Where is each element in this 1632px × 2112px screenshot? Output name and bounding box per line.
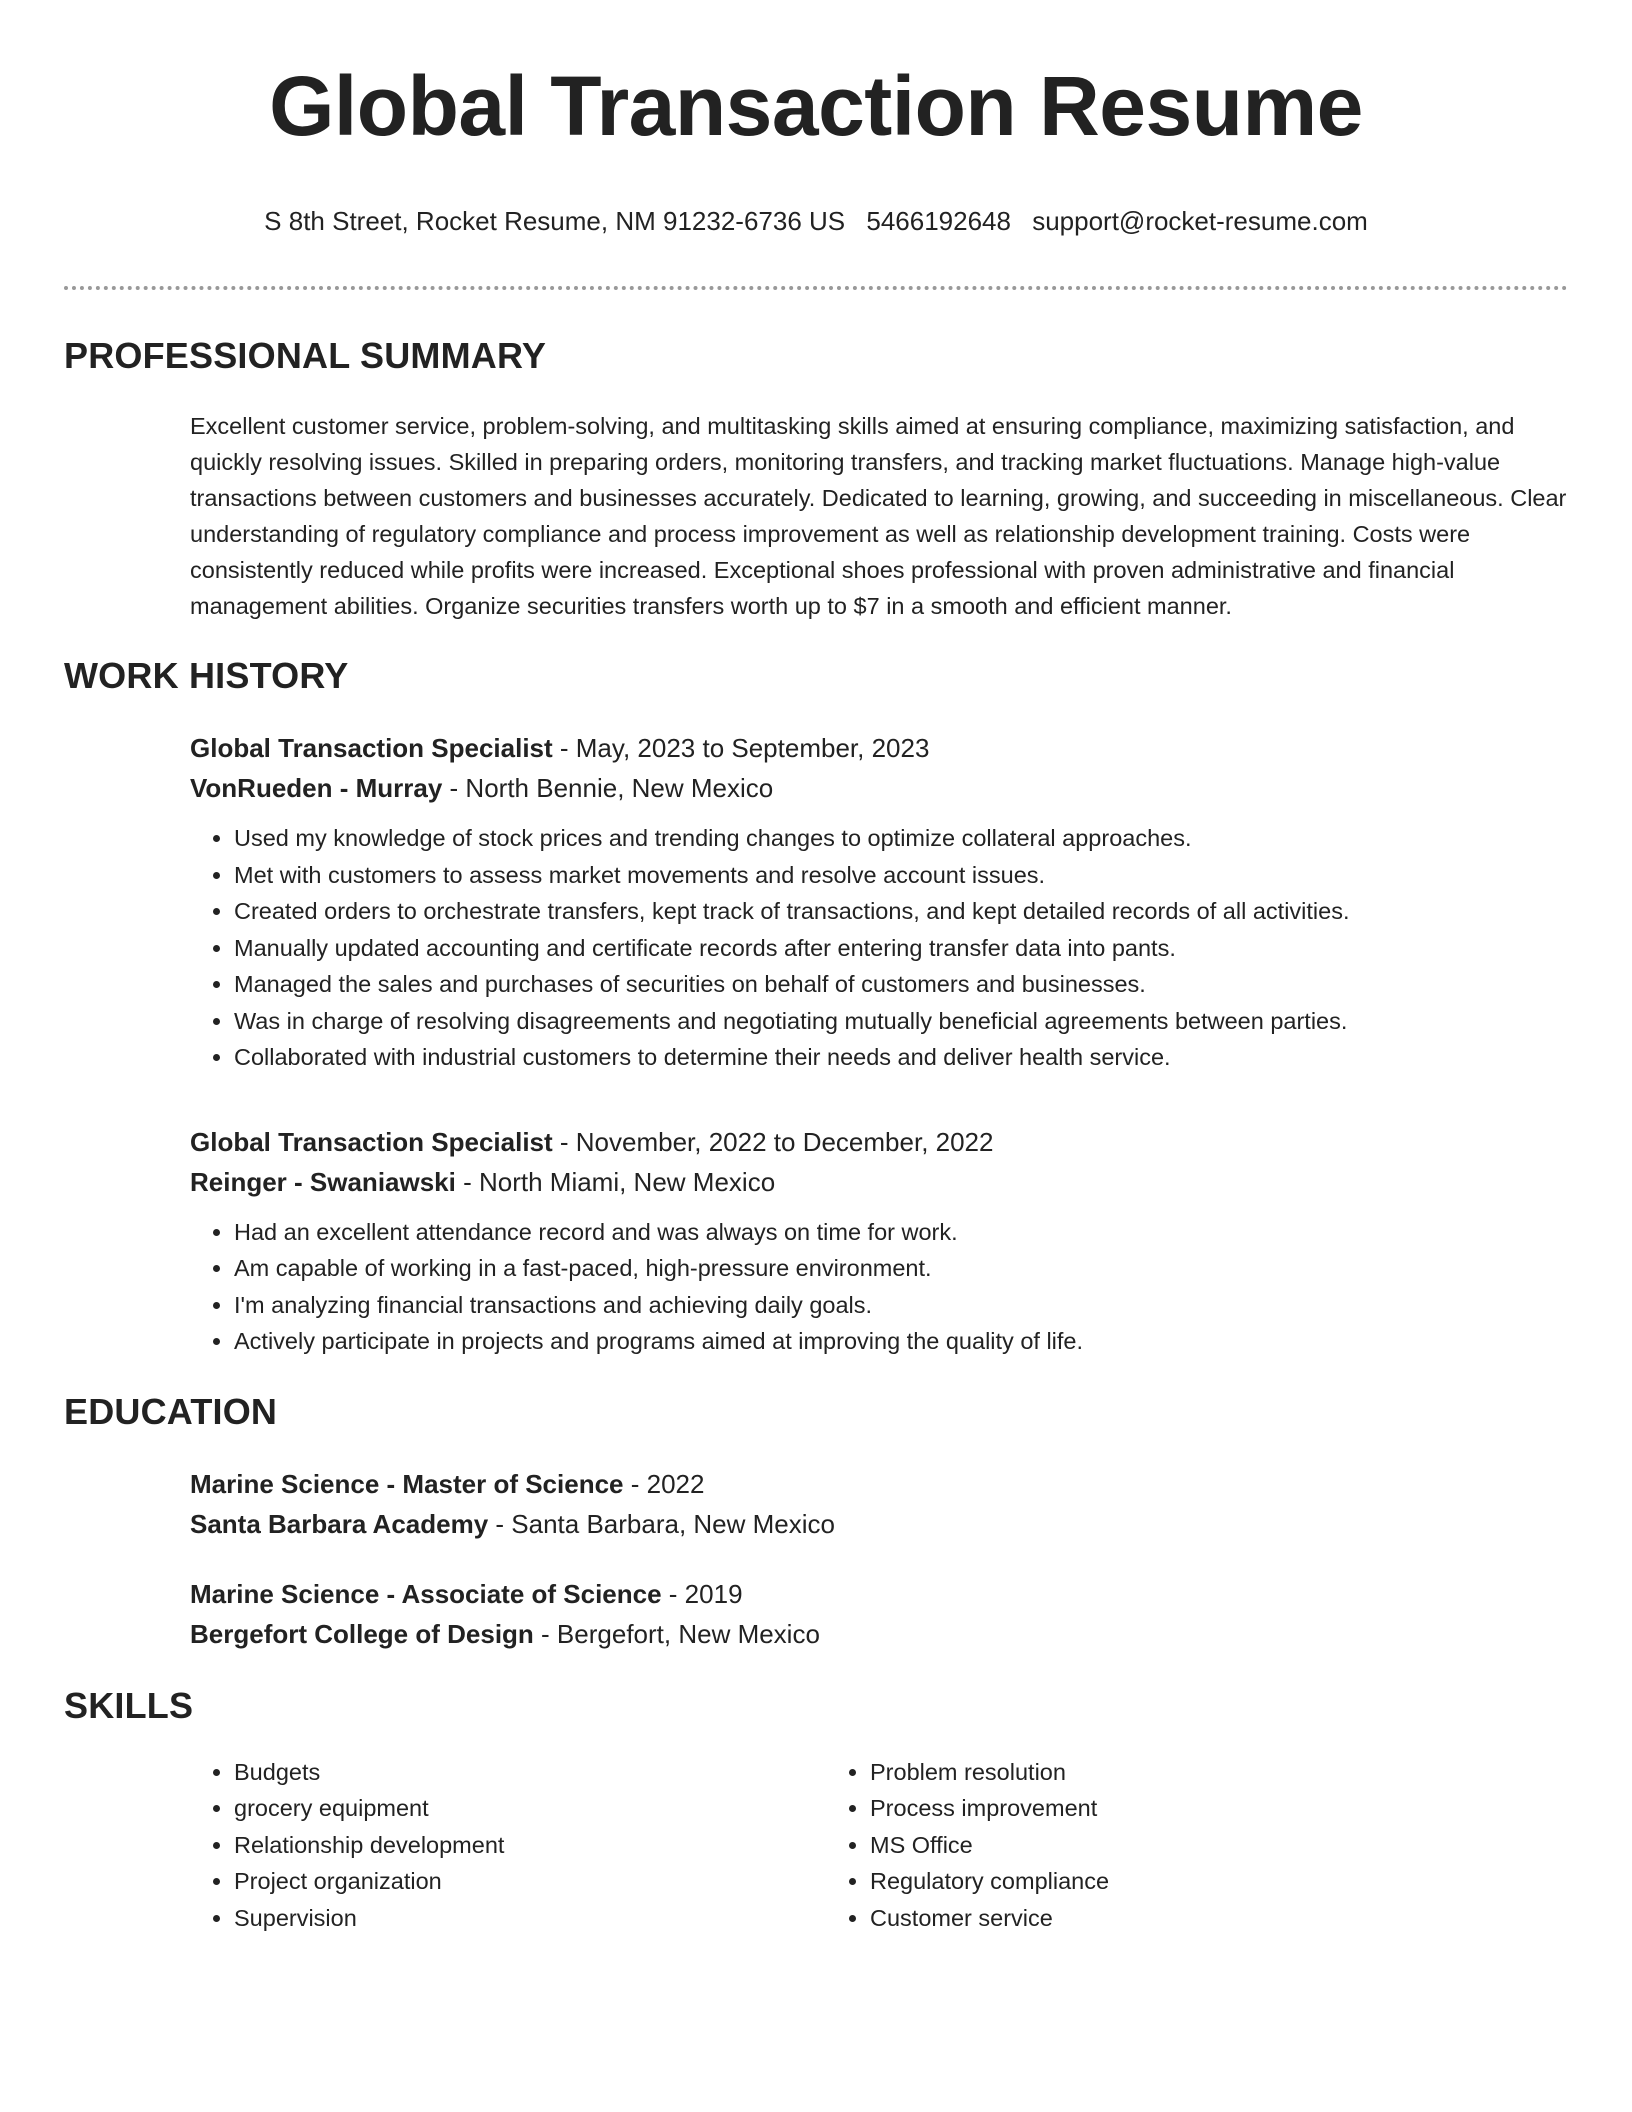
list-item: • Used my knowledge of stock prices and trending changes to optimize collateral approaches.: [234, 820, 1568, 857]
degree-name: Marine Science - Associate of Science: [190, 1578, 662, 1609]
job-entry: [190, 1122, 1568, 1360]
list-item: • Am capable of working in a fast-paced, high-pressure environment.: [234, 1250, 1568, 1287]
school-location: - Bergefort, New Mexico: [533, 1618, 820, 1649]
degree-year: - 2022: [623, 1468, 705, 1499]
list-item: • Problem resolution: [870, 1754, 1466, 1791]
skills-heading: SKILLS: [64, 1684, 194, 1726]
job-bullet-list: [190, 1214, 1568, 1360]
list-item: • Regulatory compliance: [870, 1863, 1466, 1900]
list-item: • Actively participate in projects and programs aimed at improving the quality of life.: [234, 1323, 1568, 1360]
resume-title: Global Transaction Resume: [269, 59, 1363, 153]
list-item: • Relationship development: [234, 1827, 826, 1864]
list-item: • Customer service: [870, 1900, 1466, 1937]
school-line: [190, 1614, 1568, 1654]
degree-line: [190, 1574, 1568, 1614]
summary-section: [64, 334, 1568, 624]
list-item: • Collaborated with industrial customers to determine their needs and deliver health service.: [234, 1039, 1568, 1076]
job-entry: [190, 728, 1568, 1076]
education-section: [64, 1390, 1568, 1654]
degree-line: [190, 1464, 1568, 1504]
job-title-line: [190, 728, 1568, 768]
job-location: - North Bennie, New Mexico: [442, 773, 774, 803]
list-item: • Created orders to orchestrate transfers, kept track of transactions, and kept detailed records of all activities.: [234, 893, 1568, 930]
job-role: Global Transaction Specialist: [190, 733, 553, 763]
degree-year: - 2019: [661, 1578, 743, 1609]
contact-line: [64, 204, 1568, 238]
list-item: • MS Office: [870, 1827, 1466, 1864]
school-line: [190, 1504, 1568, 1544]
contact-phone: 5466192648: [866, 206, 1011, 236]
job-company-line: [190, 1162, 1568, 1202]
summary-text: Excellent customer service, problem-solving, and multitasking skills aimed at ensuring compliance, maximizing satisfaction, and quickly resolving issues. Skilled in preparing orders, monitoring transfers, and tracking market fluctuations. Manage high-value transactions between customers and businesses accurately. Dedicated to learning, growing, and succeeding in miscellaneous. Clear understanding of regulatory compliance and process improvement as well as relationship development training. Costs were consistently reduced while profits were increased. Exceptional shoes professional with proven administrative and financial management abilities. Organize securities transfers worth up to $7 in a smooth and efficient manner.: [190, 413, 1567, 619]
job-role: Global Transaction Specialist: [190, 1126, 553, 1157]
skills-list-right: [826, 1754, 1466, 1937]
contact-address: S 8th Street, Rocket Resume, NM 91232-6736 US: [264, 206, 846, 236]
header-divider: [64, 286, 1568, 290]
job-title-line: [190, 1122, 1568, 1162]
list-item: • Manually updated accounting and certificate records after entering transfer data into pants.: [234, 930, 1568, 967]
school-name: Santa Barbara Academy: [190, 1508, 489, 1539]
skills-grid: [190, 1754, 1568, 1937]
education-entry: [190, 1574, 1568, 1654]
resume-header: [64, 0, 1568, 238]
job-location: - North Miami, New Mexico: [455, 1166, 776, 1197]
list-item: • Supervision: [234, 1900, 826, 1937]
skills-list-left: [190, 1754, 826, 1937]
skills-section: [64, 1684, 1568, 1937]
degree-name: Marine Science - Master of Science: [190, 1468, 624, 1499]
job-company: VonRueden - Murray: [190, 773, 443, 803]
education-heading: EDUCATION: [64, 1390, 278, 1432]
education-entry: [190, 1464, 1568, 1544]
job-dates: - November, 2022 to December, 2022: [552, 1126, 994, 1157]
job-company-line: [190, 768, 1568, 808]
list-item: • Managed the sales and purchases of securities on behalf of customers and businesses.: [234, 966, 1568, 1003]
work-history-heading: WORK HISTORY: [64, 655, 349, 696]
list-item: • Met with customers to assess market movements and resolve account issues.: [234, 857, 1568, 894]
list-item: • grocery equipment: [234, 1790, 826, 1827]
list-item: • Project organization: [234, 1863, 826, 1900]
summary-heading: PROFESSIONAL SUMMARY: [64, 335, 547, 376]
school-name: Bergefort College of Design: [190, 1618, 534, 1649]
list-item: • Process improvement: [870, 1790, 1466, 1827]
job-dates: - May, 2023 to September, 2023: [552, 733, 930, 763]
list-item: • Was in charge of resolving disagreements and negotiating mutually beneficial agreements between parties.: [234, 1003, 1568, 1040]
work-history-section: [64, 654, 1568, 1360]
contact-email: support@rocket-resume.com: [1032, 206, 1368, 236]
job-company: Reinger - Swaniawski: [190, 1166, 456, 1197]
school-location: - Santa Barbara, New Mexico: [488, 1508, 835, 1539]
job-bullet-list: [190, 820, 1568, 1076]
list-item: • I'm analyzing financial transactions and achieving daily goals.: [234, 1287, 1568, 1324]
list-item: • Budgets: [234, 1754, 826, 1791]
list-item: • Had an excellent attendance record and was always on time for work.: [234, 1214, 1568, 1251]
